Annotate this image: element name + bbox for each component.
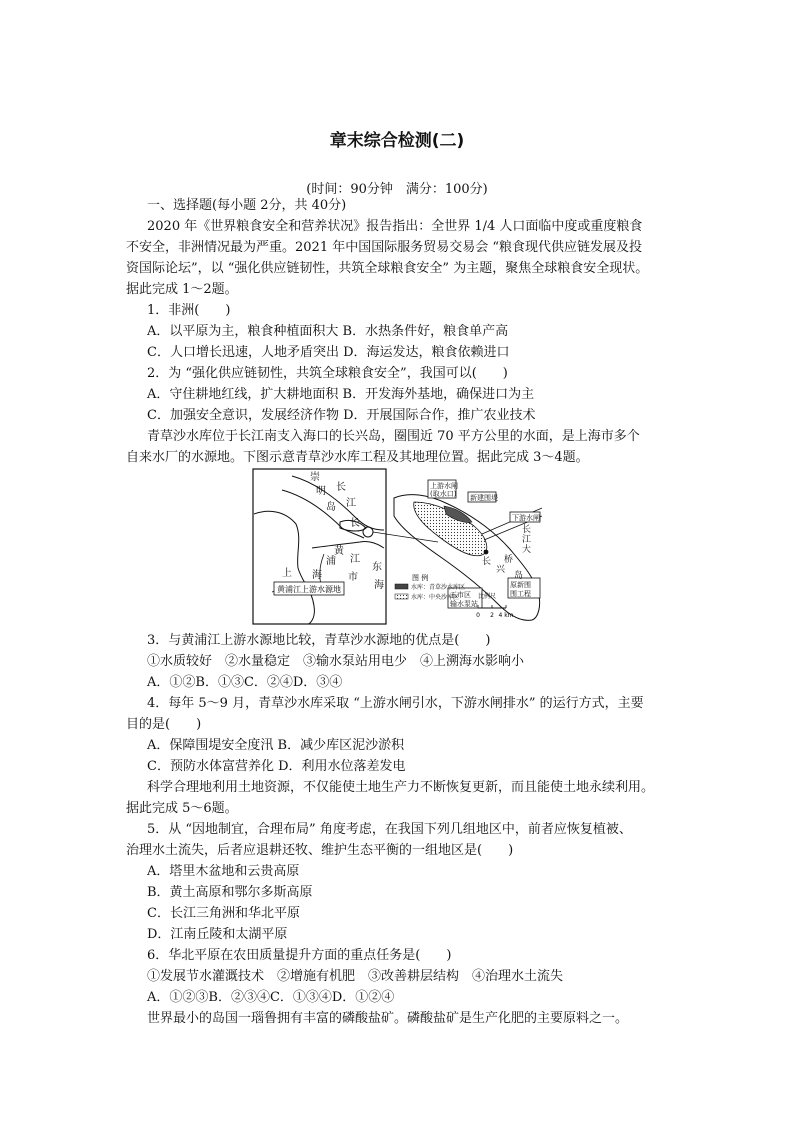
map-place-label: 江 — [346, 498, 356, 509]
text-line: 自来水厂的水源地。下图示意青草沙水库工程及其地理位置。据此完成 3～4题。 — [126, 450, 589, 465]
text-block-questions — [126, 630, 671, 1029]
map-place-label: 上 — [282, 568, 292, 579]
scale-tick: 4 km — [498, 612, 514, 619]
text-line: 5．从 “因地制宜，合理布局” 角度考虑，在我国下列几组地区中，前者应恢复植被、 — [147, 822, 632, 837]
text-line: 2020 年《世界粮食安全和营养状况》报告指出：全世界 1/4 人口面临中度或重度粮食 — [147, 219, 643, 234]
text-line: 目的是( ) — [126, 717, 202, 732]
map-place-label: 海 — [312, 570, 322, 581]
text-line: A．①②③B．②③④C．①③④D．①②④ — [147, 990, 395, 1005]
text-line: 6．华北平原在农田质量提升方面的重点任务是( ) — [147, 948, 452, 963]
text-line: ①发展节水灌溉技术 ②增施有机肥 ③改善耕层结构 ④治理水土流失 — [147, 969, 564, 984]
text-line: 据此完成 1～2题。 — [126, 282, 238, 297]
text-line: C．预防水体富营养化 D．利用水位落差发电 — [147, 759, 406, 774]
map-box-label: 围工程 — [510, 590, 531, 598]
text-line: A．以平原为主，粮食种植面积大 B．水热条件好，粮食单产高 — [147, 324, 509, 339]
text-line: 资国际论坛”，以 “强化供应链韧性，共筑全球粮食安全” 为主题，聚焦全球粮食安全现状。 — [126, 261, 649, 276]
scale-title: 比例尺 — [478, 593, 497, 600]
text-line: D．江南丘陵和太湖平原 — [147, 927, 288, 942]
map-place-label: 江 — [522, 535, 532, 545]
text-line: 青草沙水库位于长江南支入海口的长兴岛，圈围近 70 平方公里的水面，是上海市多个 — [147, 429, 640, 444]
map-figure — [252, 468, 544, 626]
scale-tick: 0 — [476, 612, 480, 619]
text-line: 3．与黄浦江上游水源地比较，青草沙水源地的优点是( ) — [147, 633, 491, 648]
map-box-label: 五市区 — [450, 591, 471, 599]
text-line: 4．每年 5～9 月，青草沙水库采取 “上游水闸引水，下游水闸排水” 的运行方式，主要 — [147, 696, 644, 711]
map-place-label: 黄 — [334, 546, 344, 557]
text-line: B．黄土高原和鄂尔多斯高原 — [147, 885, 313, 900]
map-place-label: 市 — [348, 572, 358, 583]
text-line: C．长江三角洲和华北平原 — [147, 906, 300, 921]
text-line: C．人口增长迅速，人地矛盾突出 D．海运发达，粮食依赖进口 — [147, 345, 510, 360]
text-line: 治理水土流失，后者应退耕还牧、维护生态平衡的一组地区是( ) — [126, 843, 514, 858]
scale-tick: 2 — [490, 612, 494, 619]
legend-title: 图 例 — [412, 574, 429, 582]
map-right-panel — [394, 480, 542, 620]
text-line: 一、选择题(每小题 2分，共 40分) — [147, 198, 347, 213]
text-line: A．①②B．①③C．②④D．③④ — [147, 675, 343, 690]
text-line: A．塔里木盆地和云贵高原 — [147, 864, 300, 879]
map-place-label: 长 — [350, 518, 360, 529]
text-line: ①水质较好 ②水量稳定 ③输水泵站用电少 ④上溯海水影响小 — [147, 654, 525, 669]
map-place-label: 长 — [482, 557, 492, 567]
map-box-label: 上游水闸 — [430, 482, 458, 490]
text-line: 科学合理地利用土地资源，不仅能使土地生产力不断恢复更新，而且能使土地永续利用。 — [147, 780, 655, 795]
text-line: A．守住耕地红线，扩大耕地面积 B．开发海外基地，确保进口为主 — [147, 387, 535, 402]
text-line: A．保障围堤安全度汛 B．减少库区泥沙淤积 — [147, 738, 405, 753]
map-connector-line — [373, 532, 438, 542]
map-place-label: 江 — [350, 554, 360, 565]
map-place-label: 明 — [316, 486, 326, 497]
text-line: C．加强安全意识，发展经济作物 D．开展国际合作，推广农业技术 — [147, 408, 536, 423]
legend-item-zhongyangsha: 水库：中央沙库区 — [411, 594, 460, 601]
map-label-upstream-source: 黄浦江上游水源地 — [277, 585, 341, 594]
map-place-label: 海 — [374, 580, 384, 591]
map-place-label: 岛 — [326, 502, 336, 513]
text-line: 不安全，非洲情况最为严重。2021 年中国国际服务贸易交易会 “粮食现代供应链发展及投 — [126, 240, 642, 255]
map-place-label: 大 — [522, 545, 532, 555]
map-place-label: 岛 — [514, 571, 524, 581]
map-place-label: 兴 — [496, 565, 506, 575]
map-box-label: 下游水闸 — [512, 514, 540, 522]
map-box-label: 新建围堤 — [470, 494, 498, 502]
map-place-label: 桥 — [504, 555, 514, 565]
map-box-label: 原新围 — [510, 581, 531, 589]
map-place-label: 长 — [522, 525, 532, 535]
map-box-label: (取水口) — [430, 490, 457, 498]
text-line: 1．非洲( ) — [147, 303, 231, 318]
map-left-panel — [253, 469, 386, 624]
text-line: 据此完成 5～6题。 — [126, 801, 238, 816]
page-title: 章末综合检测(二) — [329, 131, 465, 151]
text-block-intro — [126, 195, 671, 468]
map-place-label: 崇 — [310, 472, 320, 483]
legend-item-qingcaosha: 水库：青草沙水库区 — [411, 584, 466, 591]
time-info: (时间：90分钟 满分：100分) — [306, 182, 488, 197]
map-place-label: 浦 — [326, 556, 336, 567]
map-place-label: 东 — [372, 562, 382, 573]
map-place-label: 长 — [336, 482, 346, 493]
text-line: 2．为 “强化供应链韧性，共筑全球粮食安全”，我国可以( ) — [147, 366, 508, 381]
text-line: 世界最小的岛国一瑙鲁拥有丰富的磷酸盐矿。磷酸盐矿是生产化肥的主要原料之一。 — [147, 1011, 629, 1026]
map-box-label: 输水泵站 — [450, 600, 478, 608]
